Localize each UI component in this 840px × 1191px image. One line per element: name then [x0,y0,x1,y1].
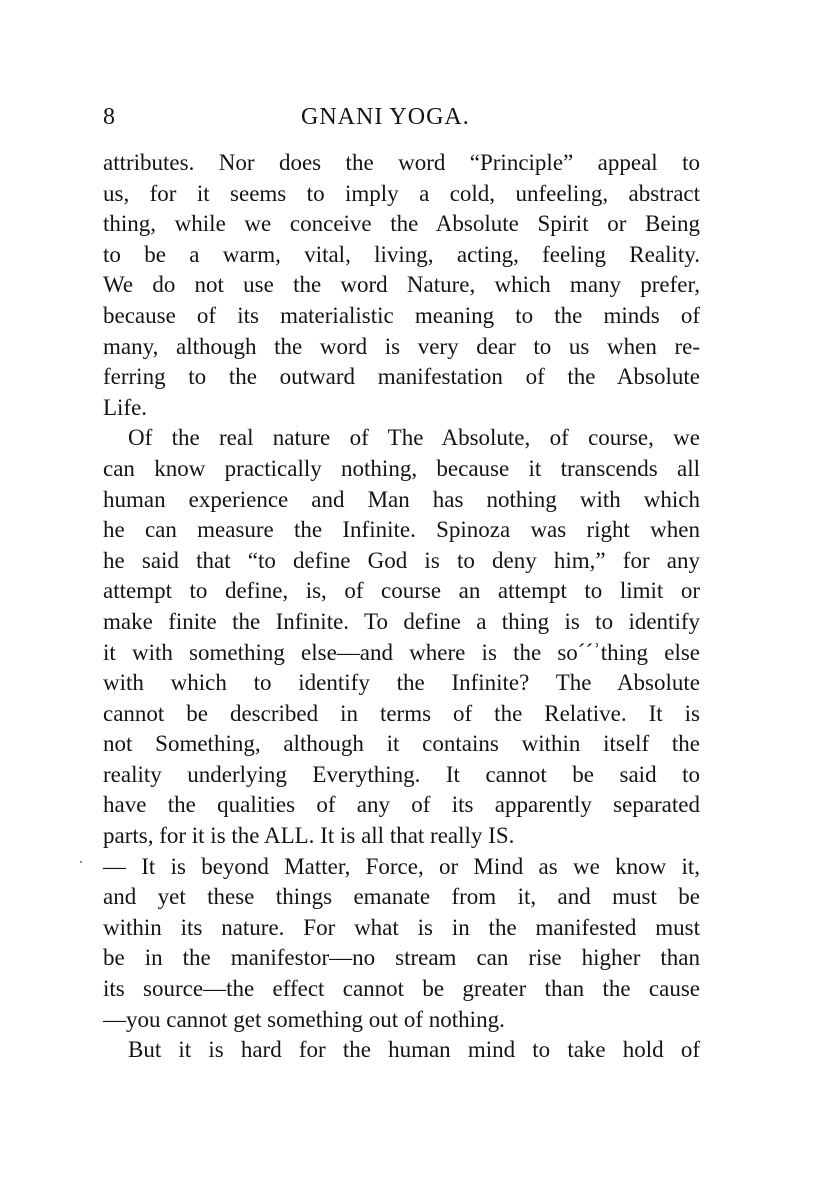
text-line: be in the manifestor—no stream can rise higher than [103,945,700,971]
running-head: GNANI YOGA. [301,104,470,130]
page-header [103,100,700,134]
text-line: But it is hard for the human mind to take hold of [128,1037,700,1063]
text-line: to be a warm, vital, living, acting, feeling Reality. [103,241,700,267]
text-line: many, although the word is very dear to us when re- [103,333,700,359]
text-line: cannot be described in terms of the Relative. It is [103,700,700,726]
text-line: human experience and Man has nothing with which [103,486,700,512]
text-line: because of its materialistic meaning to the minds of [103,302,700,328]
text-line: attempt to define, is, of course an attempt to limit or [103,578,700,604]
text-line: ferring to the outward manifestation of the Absolute [103,364,700,390]
text-line: with which to identify the Infinite? The Absolute [103,670,700,696]
text-line: —you cannot get something out of nothing. [103,1006,505,1032]
text-line: he said that “to define God is to deny him,” for any [103,547,700,573]
text-line: us, for it seems to imply a cold, unfeeling, abstract [103,180,700,206]
text-line: Life. [103,394,148,420]
text-line: not Something, although it contains within itself the [103,731,700,757]
text-line: and yet these things emanate from it, and must be [103,884,700,910]
text-line: it with something else—and where is the so´´ʾthing else [103,639,700,665]
body-text [103,148,700,1066]
text-line: make finite the Infinite. To define a thing is to identify [103,608,700,634]
text-line: — It is beyond Matter, Force, or Mind as we know it, [103,853,700,879]
stray-print-mark: · [78,852,84,872]
text-line: Of the real nature of The Absolute, of course, we [128,425,700,451]
text-line: can know practically nothing, because it transcends all [103,455,700,481]
text-line: We do not use the word Nature, which many prefer, [103,272,700,298]
text-line: he can measure the Infinite. Spinoza was right when [103,517,700,543]
text-line: thing, while we conceive the Absolute Spirit or Being [103,211,700,237]
text-line: reality underlying Everything. It cannot be said to [103,761,700,787]
page-number: 8 [103,104,115,130]
text-line: have the qualities of any of its apparently separated [103,792,700,818]
text-line: attributes. Nor does the word “Principle” appeal to [103,150,700,175]
text-line: parts, for it is the ALL. It is all that really IS. [103,823,515,849]
text-line: its source—the effect cannot be greater than the cause [103,976,700,1002]
text-line: within its nature. For what is in the manifested must [103,914,700,940]
